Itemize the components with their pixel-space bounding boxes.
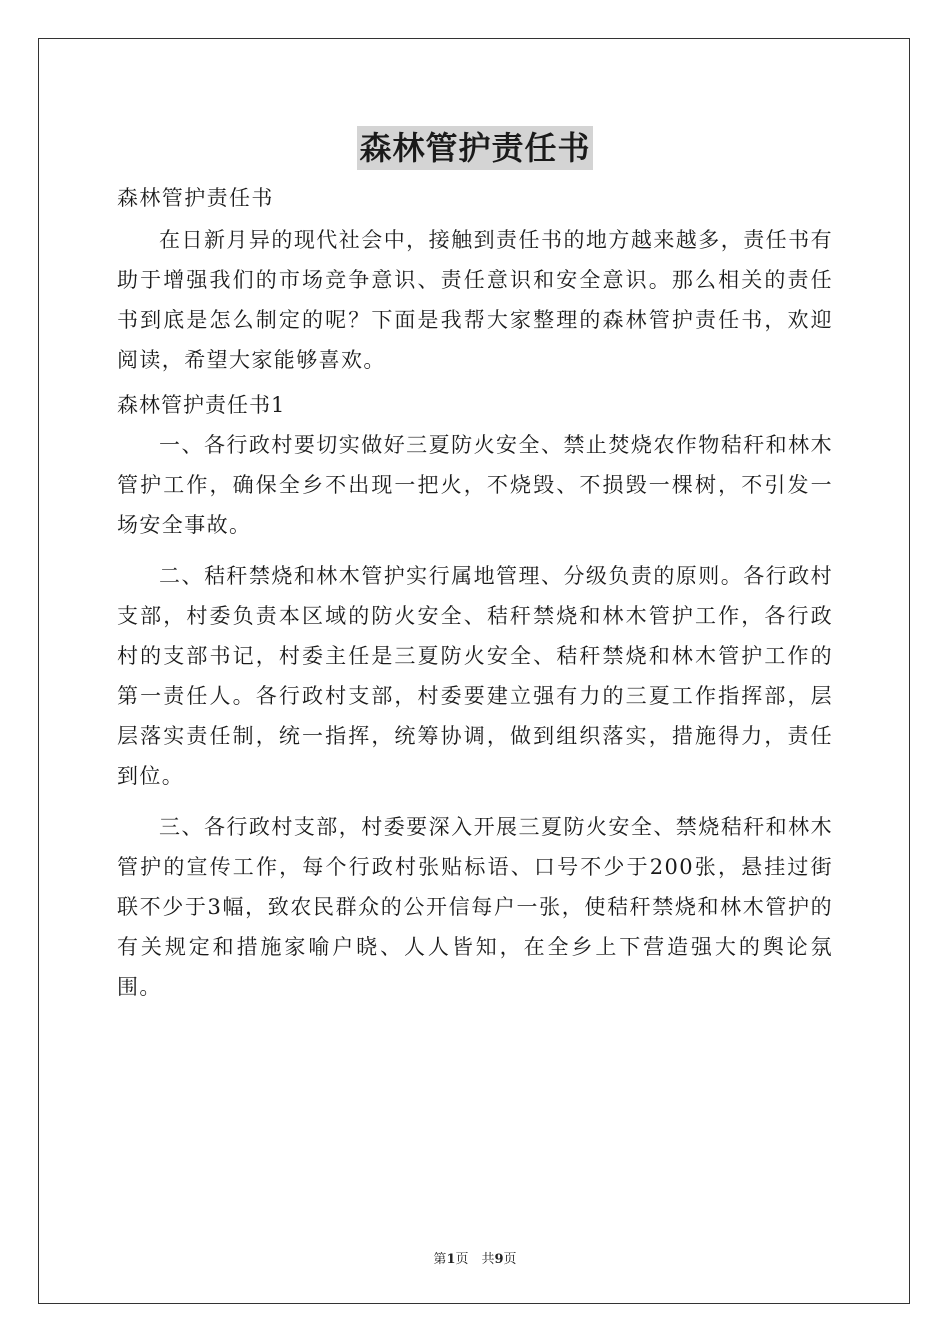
current-page-number: 1 — [446, 1252, 456, 1267]
page-label-suffix: 页 — [503, 1252, 517, 1267]
page-label-prefix: 第 — [433, 1252, 447, 1267]
section-heading: 森林管护责任书1 — [117, 393, 286, 417]
page-footer — [0, 1248, 950, 1267]
document-body — [117, 178, 833, 1007]
body-paragraph-3: 三、各行政村支部，村委要深入开展三夏防火安全、禁烧秸秆和林木管护的宣传工作，每个行政村张贴标语、口号不少于200张，悬挂过街联不少于3幅，致农民群众的公开信每户一张，使秸秆禁烧和林木管护的有关规定和措施家喻户晓、人人皆知，在全乡上下营造强大的舆论氛围。 — [117, 815, 833, 999]
body-paragraph-2: 二、秸秆禁烧和林木管护实行属地管理、分级负责的原则。各行政村支部，村委负责本区域的防火安全、秸秆禁烧和林木管护工作，各行政村的支部书记，村委主任是三夏防火安全、秸秆禁烧和林木管护工作的第一责任人。各行政村支部，村委要建立强有力的三夏工作指挥部，层层落实责任制，统一指挥，统筹协调，做到组织落实，措施得力，责任到位。 — [117, 564, 833, 788]
document-subtitle: 森林管护责任书 — [117, 186, 274, 210]
total-page-count: 9 — [494, 1252, 504, 1267]
title-container — [0, 126, 950, 170]
page-label-mid: 页 共 — [455, 1252, 495, 1267]
body-paragraph-1: 一、各行政村要切实做好三夏防火安全、禁止焚烧农作物秸秆和林木管护工作，确保全乡不出现一把火，不烧毁、不损毁一棵树，不引发一场安全事故。 — [117, 433, 833, 537]
intro-paragraph: 在日新月异的现代社会中，接触到责任书的地方越来越多，责任书有助于增强我们的市场竞争意识、责任意识和安全意识。那么相关的责任书到底是怎么制定的呢？下面是我帮大家整理的森林管护责任书，欢迎阅读，希望大家能够喜欢。 — [117, 228, 833, 372]
document-title: 森林管护责任书 — [357, 126, 592, 170]
